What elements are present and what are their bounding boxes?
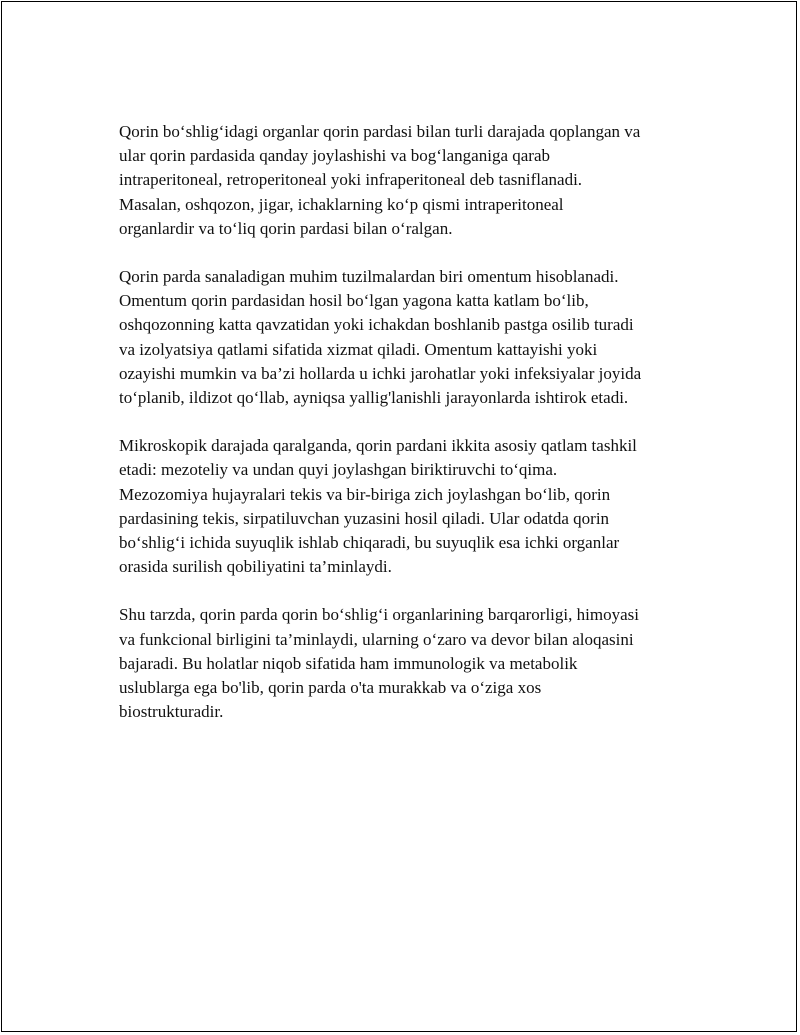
text-line: Qorin bo‘shlig‘idagi organlar qorin pardasi bilan turli darajada qoplangan va xyxy=(119,122,641,141)
text-line: Mezozomiya hujayralari tekis va bir-biriga zich joylashgan bo‘lib, qorin xyxy=(119,484,611,504)
document-body xyxy=(119,120,699,748)
text-line: organlardir va to‘liq qorin pardasi bilan o‘ralgan. xyxy=(119,218,453,238)
text-line: Mikroskopik darajada qaralganda, qorin pardani ikkita asosiy qatlam tashkil xyxy=(119,436,637,456)
document-page xyxy=(1,1,797,1032)
text-line: bo‘shlig‘i ichida suyuqlik ishlab chiqaradi, bu suyuqlik esa ichki organlar xyxy=(119,533,620,553)
text-line: ular qorin pardasida qanday joylashishi va bog‘langaniga qarab xyxy=(119,146,551,166)
text-line: Shu tarzda, qorin parda qorin bo‘shlig‘i organlarining barqarorligi, himoyasi xyxy=(119,605,639,625)
text-line: ozayishi mumkin va ba’zi hollarda u ichki jarohatlar yoki infeksiyalar joyida xyxy=(119,363,642,383)
paragraph-2 xyxy=(119,265,699,410)
paragraph-4 xyxy=(119,603,699,724)
text-line: uslublarga ega bo'lib, qorin parda o'ta murakkab va o‘ziga xos xyxy=(119,678,542,698)
text-line: Qorin parda sanaladigan muhim tuzilmalardan biri omentum hisoblanadi. xyxy=(119,267,619,287)
text-line: to‘planib, ildizot qo‘llab, ayniqsa yallig'lanishli jarayonlarda ishtirok etadi. xyxy=(119,388,629,408)
text-line: bajaradi. Bu holatlar niqob sifatida ham immunologik va metabolik xyxy=(119,653,578,673)
text-line: intraperitoneal, retroperitoneal yoki infraperitoneal deb tasniflanadi. xyxy=(119,170,583,190)
text-line: orasida surilish qobiliyatini ta’minlaydi. xyxy=(119,557,392,577)
text-line: va izolyatsiya qatlami sifatida xizmat qiladi. Omentum kattayishi yoki xyxy=(119,339,598,359)
text-line: etadi: mezoteliy va undan quyi joylashgan biriktiruvchi to‘qima. xyxy=(119,460,558,480)
text-line: pardasining tekis, sirpatiluvchan yuzasini hosil qiladi. Ular odatda qorin xyxy=(119,508,610,528)
text-line: va funkcional birligini ta’minlaydi, ularning o‘zaro va devor bilan aloqasini xyxy=(119,629,634,649)
text-line: biostrukturadir. xyxy=(119,702,224,722)
text-line: oshqozonning katta qavzatidan yoki ichakdan boshlanib pastga osilib turadi xyxy=(119,315,634,335)
text-line: Masalan, oshqozon, jigar, ichaklarning ko‘p qismi intraperitoneal xyxy=(119,194,564,214)
paragraph-1 xyxy=(119,120,699,241)
text-line: Omentum qorin pardasidan hosil bo‘lgan yagona katta katlam bo‘lib, xyxy=(119,291,589,311)
paragraph-3 xyxy=(119,434,699,579)
